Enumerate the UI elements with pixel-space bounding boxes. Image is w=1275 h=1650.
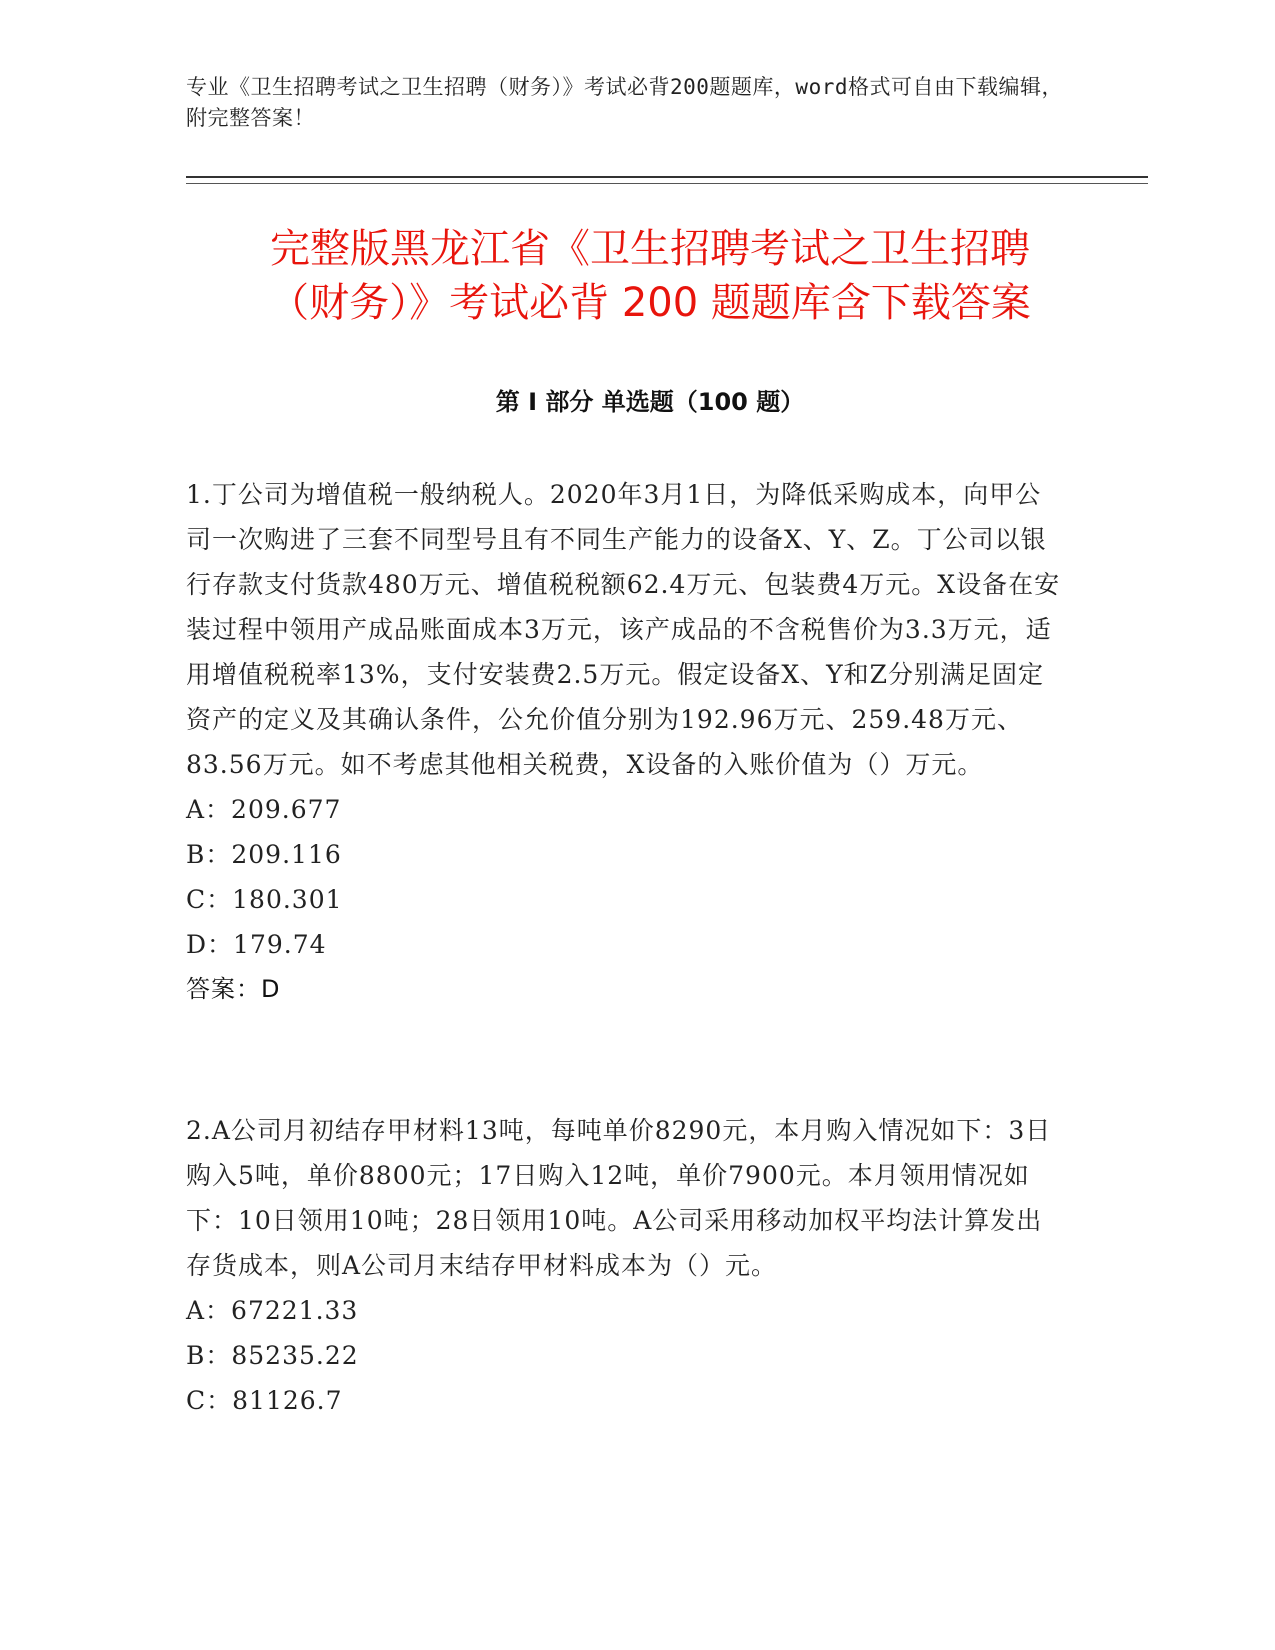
header-divider-thick [186,176,1148,178]
question-1 [186,472,1066,1011]
question-1-text: 1.丁公司为增值税一般纳税人。2020年3月1日，为降低采购成本，向甲公司一次购进了三套不同型号且有不同生产能力的设备X、Y、Z。丁公司以银行存款支付货款480万元、增值税税额62.4万元、包装费4万元。X设备在安装过程中领用产成品账面成本3万元，该产成品的不含税售价为3.3万元，适用增值税税率13%，支付安装费2.5万元。假定设备X、Y和Z分别满足固定资产的定义及其确认条件，公允价值分别为192.96万元、259.48万元、83.56万元。如不考虑其他相关税费，X设备的入账价值为（）万元。 [186,480,1061,779]
header-note: 专业《卫生招聘考试之卫生招聘（财务）》考试必背200题题库，word格式可自由下载编辑，附完整答案！ [186,75,1063,130]
document-title-line-2: （财务）》考试必背 200 题题库含下载答案 [269,280,1031,326]
question-1-option-c: C：180.301 [186,885,343,914]
question-2 [186,1108,1066,1423]
question-2-option-b: B：85235.22 [186,1341,359,1370]
question-1-option-b: B：209.116 [186,840,342,869]
question-1-option-a: A：209.677 [186,795,342,824]
document-title-line-1: 完整版黑龙江省《卫生招聘考试之卫生招聘 [270,226,1030,272]
question-2-text: 2.A公司月初结存甲材料13吨，每吨单价8290元，本月购入情况如下：3日购入5吨，单价8800元；17日购入12吨，单价7900元。本月领用情况如下：10日领用10吨；28日领用10吨。A公司采用移动加权平均法计算发出存货成本，则A公司月末结存甲材料成本为（）元。 [186,1116,1052,1280]
question-2-option-c: C：81126.7 [186,1386,343,1415]
document-title [150,222,1150,330]
header-divider-thin [186,183,1148,184]
question-2-option-a: A：67221.33 [186,1296,359,1325]
question-1-option-d: D：179.74 [186,930,327,959]
section-heading: 第 I 部分 单选题（100 题） [495,388,805,416]
question-1-answer: 答案：D [186,975,281,1003]
